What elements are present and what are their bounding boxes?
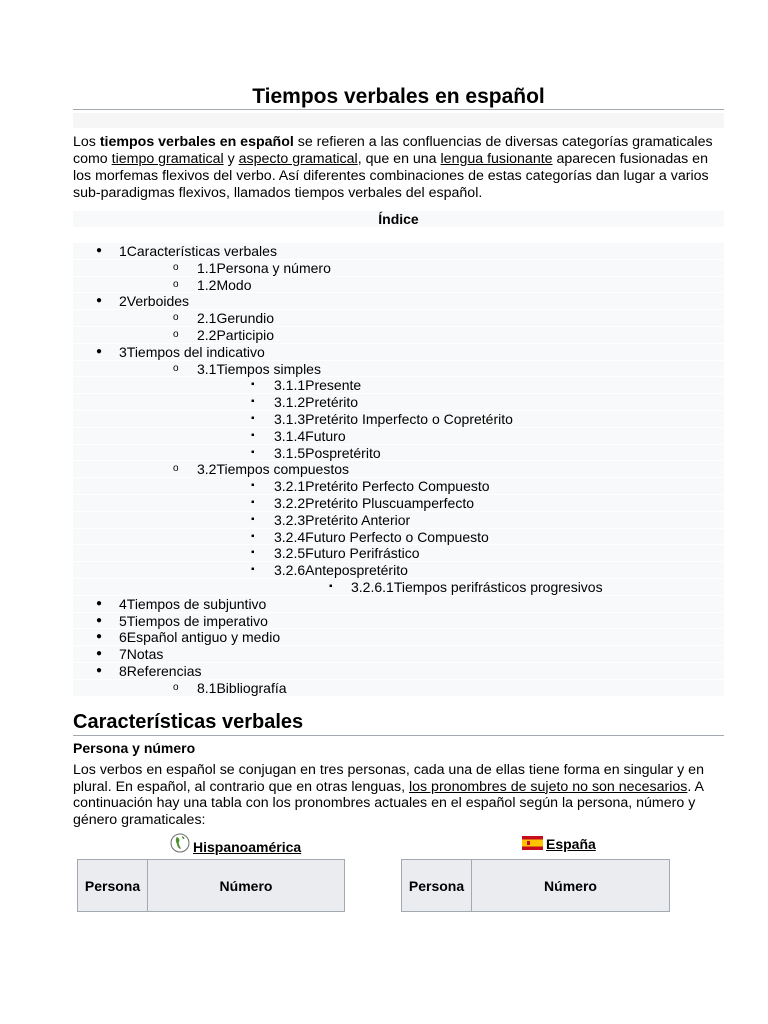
subsection-heading: Persona y número [73,740,196,756]
toc-item-label[interactable]: 5Tiempos de imperativo [119,612,268,629]
column-header-numero: Número [472,860,670,912]
globe-icon [170,833,190,853]
link-lengua-fusionante[interactable]: lengua fusionante [440,151,553,167]
bullet-icon: ▪ [251,379,255,391]
toc-item[interactable] [73,394,724,411]
bullet-icon: o [173,681,179,693]
toc-item-label[interactable]: 1.2Modo [197,276,252,293]
toc-item-label[interactable]: 3.2Tiempos compuestos [197,461,349,478]
intro-text: aparecen fusionadas en los morfemas flexivos del verbo. Así diferentes combinaciones de estas categorías dan lugar a varios sub-paradigmas flexivos, llamados tiempos verbales del español. [73,151,709,201]
toc-item[interactable] [73,646,724,663]
bullet-icon: ▪ [251,530,255,542]
toc-item-label[interactable]: 3.2.4Futuro Perfecto o Compuesto [274,528,489,545]
toc-item-label[interactable]: 7Notas [119,646,164,663]
toc-item[interactable] [73,461,724,478]
link-pronombres-sujeto[interactable]: los pronombres de sujeto no son necesarios [408,778,688,795]
toc-item[interactable] [73,293,724,310]
bullet-icon: ▪ [329,580,333,592]
toc-item[interactable] [73,411,724,428]
region-label-espana[interactable]: España [546,836,596,852]
bullet-icon: ● [96,648,103,660]
bullet-icon: ● [96,345,103,357]
toc-item-label[interactable]: 3.1.2Pretérito [274,394,359,411]
toc-item-label[interactable]: 3.2.6.1Tiempos perifrásticos progresivos [351,578,603,595]
toc-item-label[interactable]: 3.2.3Pretérito Anterior [274,511,411,528]
toc-item[interactable] [73,579,724,596]
toc-item-label[interactable]: 3.2.5Futuro Perifrástico [274,545,420,562]
toc-item-label[interactable]: 2.1Gerundio [197,310,275,327]
toc-item-label[interactable]: 1Características verbales [119,243,277,259]
toc-item-label[interactable]: 2.2Participio [197,326,275,343]
toc-item[interactable] [73,260,724,277]
bullet-icon: ▪ [251,564,255,576]
intro-text: se refieren a las confluencias de diversas categorías gramaticales como [73,134,713,167]
toc-item[interactable] [73,361,724,378]
toc-item[interactable] [73,613,724,630]
bullet-icon: o [173,312,179,324]
intro-bold-term: tiempos verbales en español [99,134,294,150]
toc-item[interactable] [73,428,724,445]
toc-item[interactable] [73,377,724,394]
toc-item[interactable] [73,663,724,680]
bullet-icon: ▪ [251,429,255,441]
toc-item[interactable] [73,327,724,344]
toc-item[interactable] [73,243,724,260]
paragraph-text: . A continuación hay una tabla con los pronombres actuales en el español según la persona, número y género gramaticales: [73,778,704,828]
bullet-icon: ▪ [251,480,255,492]
toc-item[interactable] [73,629,724,646]
bullet-icon: ● [96,597,103,609]
toc-item[interactable] [73,529,724,546]
toc-item[interactable] [73,310,724,327]
toc-item-label[interactable]: 8.1Bibliografía [197,679,287,696]
title-divider [73,109,724,110]
section-heading: Características verbales [73,711,304,733]
toc-item-label[interactable]: 3.2.6Antepospretérito [274,562,408,579]
toc-item-label[interactable]: 3.1Tiempos simples [197,360,321,377]
toc-item-label[interactable]: 3Tiempos del indicativo [119,343,265,360]
toc-item[interactable] [73,445,724,462]
bullet-icon: o [173,278,179,290]
toc-item-label[interactable]: 6Español antiguo y medio [119,629,281,646]
intro-text: y [223,151,239,167]
toc-item-label[interactable]: 3.2.1Pretérito Perfecto Compuesto [274,478,490,495]
toc-item[interactable] [73,344,724,361]
toc-item[interactable] [73,495,724,512]
bullet-icon: ● [96,631,103,643]
toc-item-label[interactable]: 2Verboides [119,293,190,310]
spain-flag-icon [522,836,543,850]
bullet-icon: ▪ [251,446,255,458]
toc-item[interactable] [73,512,724,529]
toc-item[interactable] [73,562,724,579]
bullet-icon: ▪ [251,412,255,424]
toc-item[interactable] [73,277,724,294]
link-tiempo-gramatical[interactable]: tiempo gramatical [111,151,224,167]
toc-header: Índice [73,211,724,227]
bullet-icon: o [173,463,179,475]
bullet-icon: ▪ [251,547,255,559]
bullet-icon: ● [96,664,103,676]
toc-item-label[interactable]: 3.1.5Pospretérito [274,444,381,461]
bullet-icon: o [173,261,179,273]
toc-item[interactable] [73,680,724,697]
bullet-icon: o [173,328,179,340]
table-of-contents [73,243,724,697]
toc-item-label[interactable]: 4Tiempos de subjuntivo [119,595,267,612]
bullet-icon: ● [96,245,103,256]
toc-item-label[interactable]: 1.1Persona y número [197,259,331,276]
bullet-icon: ▪ [251,496,255,508]
toc-item[interactable] [73,545,724,562]
bullet-icon: ▪ [251,396,255,408]
pronoun-table-hispanoamerica [77,859,345,912]
toc-item[interactable] [73,478,724,495]
bullet-icon: ● [96,295,103,307]
region-label-hispanoamerica[interactable]: Hispanoamérica [193,839,302,855]
toc-item-label[interactable]: 3.1.4Futuro [274,427,346,444]
bullet-icon: ▪ [251,513,255,525]
section-paragraph [73,762,724,828]
pronoun-table-espana [401,859,670,912]
toc-item-label[interactable]: 8Referencias [119,662,202,679]
link-aspecto-gramatical[interactable]: aspecto gramatical [238,151,358,167]
intro-text: , que en una [357,151,441,167]
intro-paragraph [73,134,724,202]
bullet-icon: o [173,362,179,374]
title-band [73,113,724,128]
column-header-persona: Persona [402,860,472,912]
section-divider [73,735,724,736]
toc-item-label[interactable]: 3.1.1Presente [274,377,362,394]
intro-text: Los [73,134,100,150]
toc-item-label[interactable]: 3.2.2Pretérito Pluscuamperfecto [274,494,474,511]
column-header-numero: Número [148,860,345,912]
toc-item[interactable] [73,596,724,613]
column-header-persona: Persona [78,860,148,912]
bullet-icon: ● [96,614,103,626]
toc-item-label[interactable]: 3.1.3Pretérito Imperfecto o Copretérito [274,410,513,427]
paragraph-text: Los verbos en español se conjugan en tres personas, cada una de ellas tiene forma en singular y en plural. En español, al contrario que en otras lenguas, [73,762,704,795]
page-title: Tiempos verbales en español [252,85,545,108]
